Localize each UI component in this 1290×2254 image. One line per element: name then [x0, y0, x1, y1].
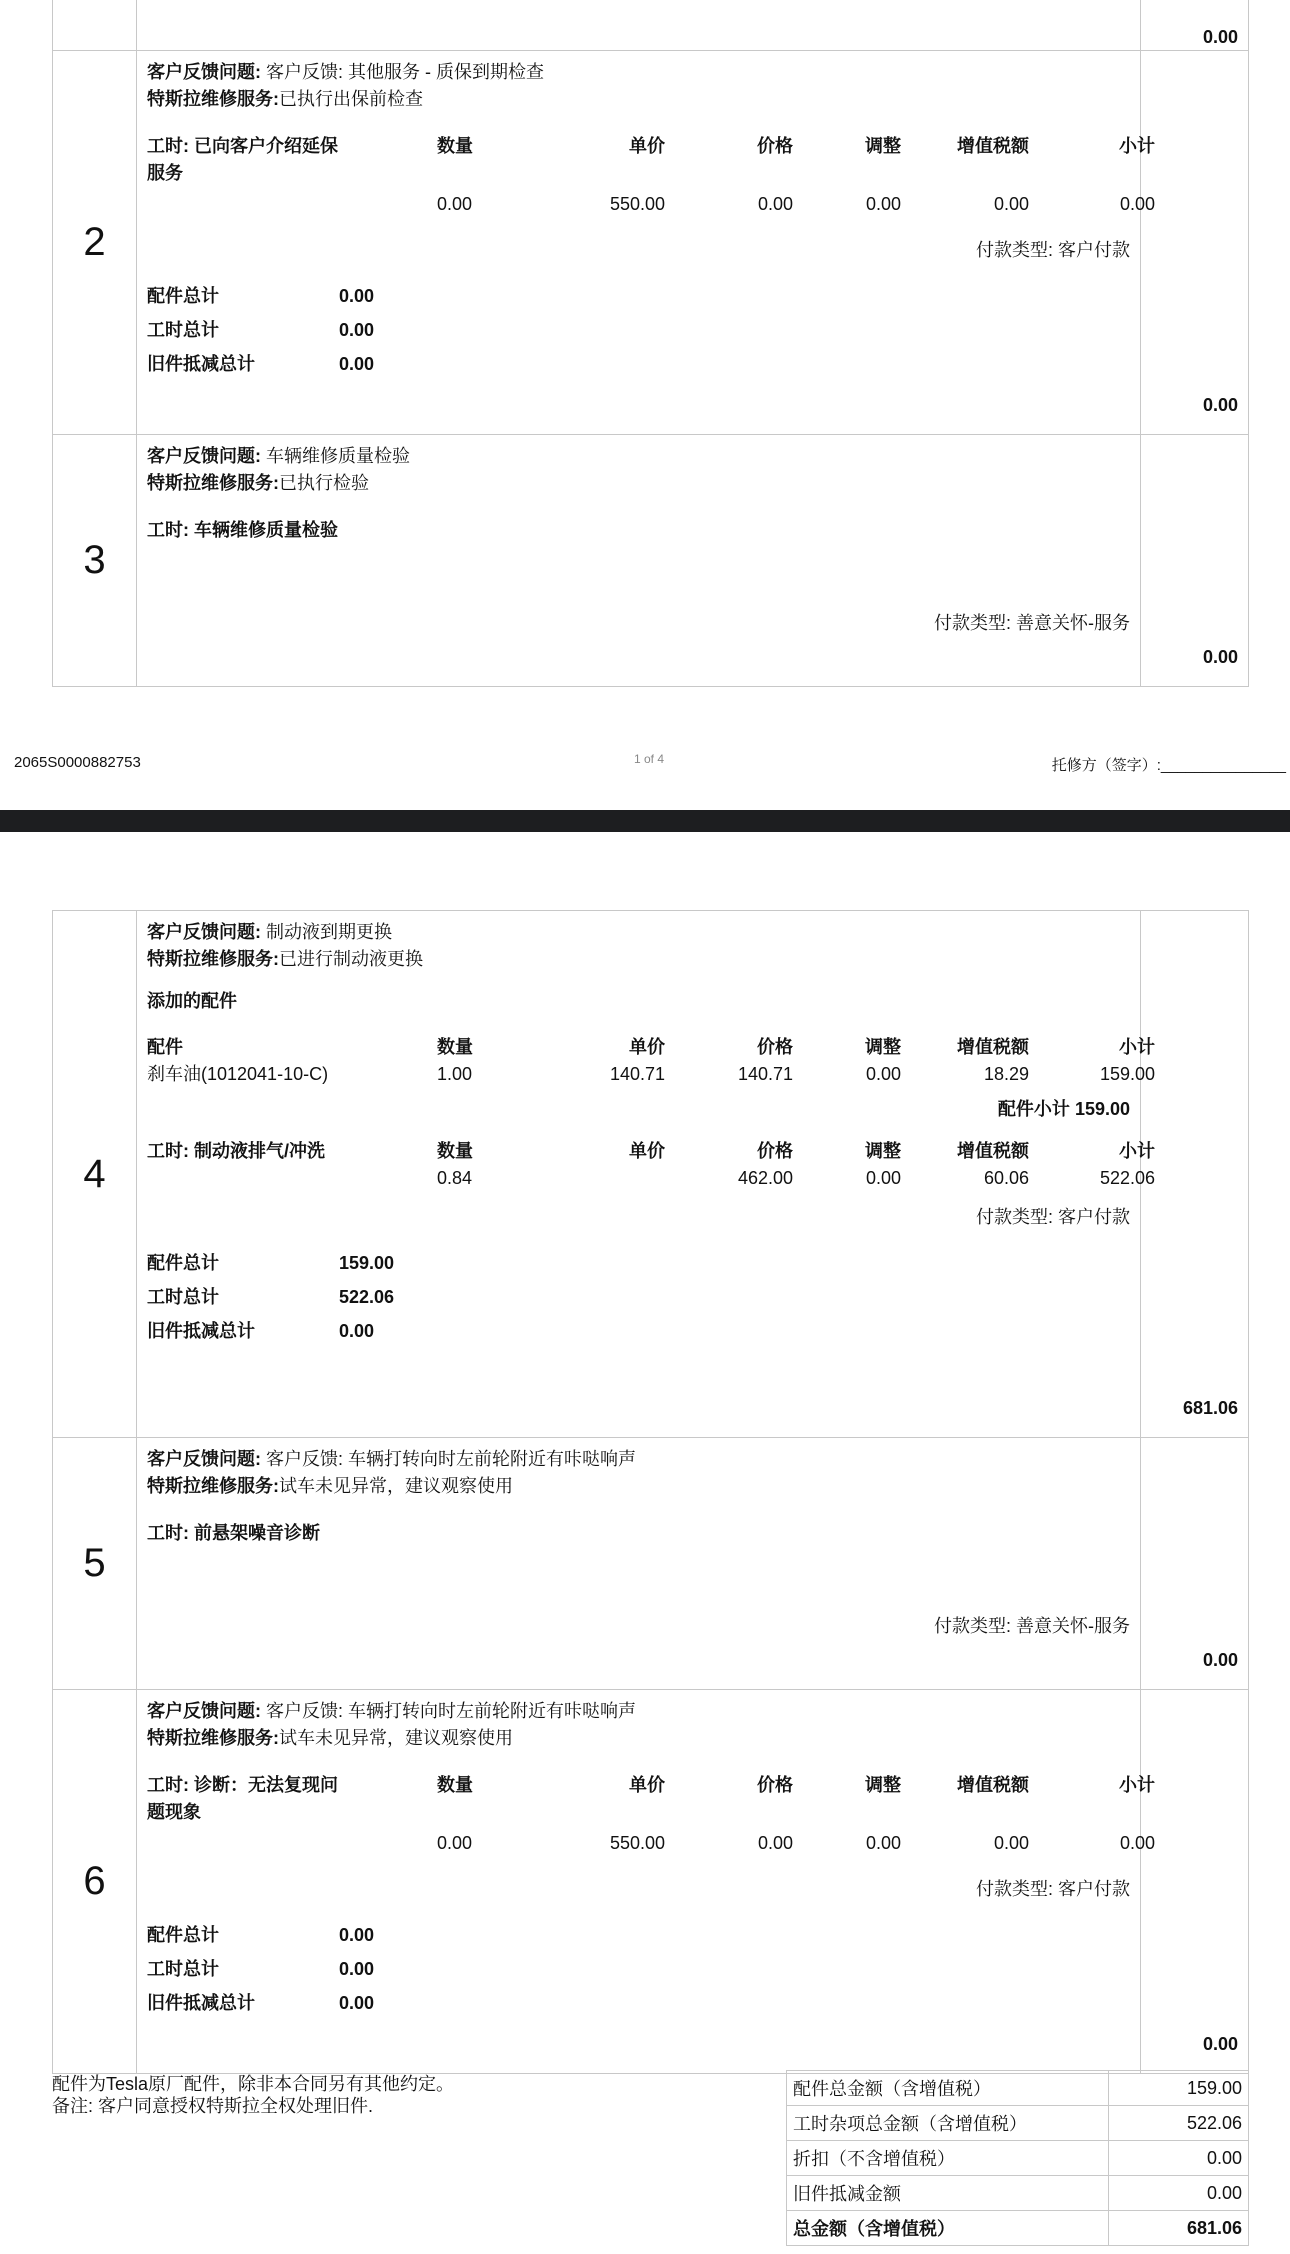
- payment-type: 付款类型: 善意关怀-服务: [933, 613, 1130, 633]
- col-unit-price-header: 单价: [629, 1037, 665, 1057]
- parts-total-label: 配件总计: [147, 1925, 219, 1945]
- labor-adjust: 0.00: [865, 1833, 901, 1853]
- labor-adjust: 0.00: [865, 194, 901, 214]
- feedback-label: 客户反馈问题:: [147, 1449, 261, 1469]
- section-number: 6: [53, 1690, 137, 2074]
- payment-type: 付款类型: 客户付款: [975, 1879, 1130, 1899]
- service-label: 特斯拉维修服务:: [147, 89, 279, 109]
- section-row-2: [53, 51, 1249, 435]
- feedback-label: 客户反馈问题:: [147, 446, 261, 466]
- service-text: 已进行制动液更换: [279, 949, 423, 969]
- part-subtotal: 159.00: [1099, 1064, 1155, 1084]
- section-row-total: 681.06: [1141, 911, 1249, 1438]
- section-row-3: [53, 435, 1249, 687]
- col-subtotal-header: 小计: [1119, 1141, 1155, 1161]
- core-total-value: 0.00: [339, 1321, 375, 1341]
- labor-price: 0.00: [757, 1833, 793, 1853]
- labor-qty: 0.84: [437, 1168, 473, 1188]
- col-price-header: 价格: [757, 136, 793, 156]
- service-label: 特斯拉维修服务:: [147, 949, 279, 969]
- section-row-total: 0.00: [1141, 51, 1249, 435]
- col-adjust-header: 调整: [865, 1141, 901, 1161]
- core-total-label: 旧件抵减总计: [147, 354, 255, 374]
- feedback-line: [147, 59, 1130, 86]
- feedback-text: 客户反馈: 车辆打转向时左前轮附近有咔哒响声: [266, 1449, 637, 1469]
- section-content-cell: [137, 0, 1141, 51]
- service-text: 试车未见异常，建议观察使用: [279, 1476, 513, 1496]
- service-sections-table: [52, 0, 1249, 687]
- section-content: [137, 51, 1155, 435]
- section-row-total: 0.00: [1141, 435, 1249, 687]
- parts-total-value: 0.00: [339, 286, 375, 306]
- parts-total-label: 配件总计: [147, 1253, 219, 1273]
- col-subtotal-header: 小计: [1119, 1775, 1155, 1795]
- labor-total-label: 工时总计: [147, 1287, 219, 1307]
- totals-label: 工时杂项总金额（含增值税）: [787, 2106, 1109, 2141]
- labor-grid: [147, 133, 1155, 221]
- invoice-notes: [52, 2073, 454, 2117]
- labor-price: 462.00: [737, 1168, 793, 1188]
- part-qty: 1.00: [437, 1064, 473, 1084]
- page-number: 1 of 4: [634, 752, 665, 766]
- col-price-header: 价格: [757, 1141, 793, 1161]
- service-text: 试车未见异常，建议观察使用: [279, 1728, 513, 1748]
- feedback-text: 客户反馈: 车辆打转向时左前轮附近有咔哒响声: [266, 1701, 637, 1721]
- core-total-label: 旧件抵减总计: [147, 1993, 255, 2013]
- labor-vat: 60.06: [983, 1168, 1029, 1188]
- section-row-total: 0.00: [1141, 1690, 1249, 2074]
- labor-unit-price: 550.00: [609, 194, 665, 214]
- labor-price: 0.00: [757, 194, 793, 214]
- service-label: 特斯拉维修服务:: [147, 1476, 279, 1496]
- col-vat-header: 增值税额: [957, 136, 1029, 156]
- payment-type: 付款类型: 客户付款: [975, 240, 1130, 260]
- section-summary: [147, 1246, 1130, 1348]
- feedback-label: 客户反馈问题:: [147, 1701, 261, 1721]
- grand-total-label: 总金额（含增值税）: [787, 2211, 1109, 2246]
- section-number: 5: [53, 1438, 137, 1690]
- service-text: 已执行检验: [279, 473, 369, 493]
- customer-signature-line: 托修方（签字）:_______________: [1051, 757, 1286, 774]
- grand-totals-table: [786, 2070, 1249, 2246]
- feedback-label: 客户反馈问题:: [147, 922, 261, 942]
- section-row-total: 0.00: [1141, 1438, 1249, 1690]
- labor-subtotal: 0.00: [1119, 1833, 1155, 1853]
- part-subtotal-line: 配件小计 159.00: [997, 1099, 1130, 1119]
- note-line: 配件为Tesla原厂配件，除非本合同另有其他约定。: [52, 2074, 455, 2094]
- section-summary: [147, 279, 1130, 381]
- section-summary: [147, 1918, 1130, 2020]
- col-subtotal-header: 小计: [1119, 1037, 1155, 1057]
- section-content: [137, 435, 1141, 687]
- feedback-label: 客户反馈问题:: [147, 62, 261, 82]
- col-vat-header: 增值税额: [957, 1775, 1029, 1795]
- labor-grid: [147, 1138, 1155, 1192]
- labor-title: 工时: 前悬架噪音诊断: [147, 1523, 320, 1543]
- col-qty-header: 数量: [437, 136, 473, 156]
- section-row-total: 0.00: [1141, 0, 1249, 51]
- part-price: 140.71: [737, 1064, 793, 1084]
- labor-unit-price: 550.00: [609, 1833, 665, 1853]
- labor-subtotal: 0.00: [1119, 194, 1155, 214]
- part-name: 刹车油(1012041-10-C): [147, 1064, 329, 1084]
- section-row-5: [53, 1438, 1249, 1690]
- payment-type: 付款类型: 善意关怀-服务: [933, 1616, 1130, 1636]
- section-row-1-tail: [53, 0, 1249, 51]
- totals-value: 159.00: [1109, 2071, 1249, 2106]
- feedback-text: 车辆维修质量检验: [266, 446, 411, 466]
- col-part-header: 配件: [147, 1037, 183, 1057]
- col-qty-header: 数量: [437, 1037, 473, 1057]
- totals-value: 0.00: [1109, 2176, 1249, 2211]
- labor-vat: 0.00: [993, 194, 1029, 214]
- labor-qty: 0.00: [437, 194, 473, 214]
- part-unit-price: 140.71: [609, 1064, 665, 1084]
- section-number-cell: [53, 0, 137, 51]
- payment-type: 付款类型: 客户付款: [975, 1207, 1130, 1227]
- totals-label: 旧件抵减金额: [787, 2176, 1109, 2211]
- feedback-text: 制动液到期更换: [266, 922, 393, 942]
- section-content: [137, 1690, 1155, 2074]
- service-label: 特斯拉维修服务:: [147, 1728, 279, 1748]
- parts-total-value: 0.00: [339, 1925, 375, 1945]
- totals-row: [787, 2106, 1249, 2141]
- service-line: [147, 470, 1130, 497]
- totals-value: 522.06: [1109, 2106, 1249, 2141]
- labor-grid: [147, 1772, 1155, 1860]
- col-unit-price-header: 单价: [629, 136, 665, 156]
- totals-label: 配件总金额（含增值税）: [787, 2071, 1109, 2106]
- col-price-header: 价格: [757, 1037, 793, 1057]
- labor-subtotal: 522.06: [1099, 1168, 1155, 1188]
- labor-title: 工时: 已向客户介绍延保 服务: [147, 136, 338, 183]
- labor-total-value: 0.00: [339, 1959, 375, 1979]
- feedback-text: 客户反馈: 其他服务 - 质保到期检查: [266, 62, 545, 82]
- invoice-page-1: [0, 0, 1290, 800]
- totals-label: 折扣（不含增值税）: [787, 2141, 1109, 2176]
- grand-total-value: 681.06: [1109, 2211, 1249, 2246]
- service-line: [147, 946, 1130, 973]
- section-row-4: [53, 911, 1249, 1438]
- labor-vat: 0.00: [993, 1833, 1029, 1853]
- page-footer: [0, 752, 1290, 776]
- service-line: [147, 86, 1130, 113]
- labor-total-value: 522.06: [339, 1287, 395, 1307]
- part-adjust: 0.00: [865, 1064, 901, 1084]
- service-line: [147, 1473, 1130, 1500]
- parts-total-label: 配件总计: [147, 286, 219, 306]
- document-id: 2065S0000882753: [14, 754, 141, 771]
- col-adjust-header: 调整: [865, 1037, 901, 1057]
- core-total-value: 0.00: [339, 1993, 375, 2013]
- col-unit-price-header: 单价: [629, 1141, 665, 1161]
- totals-row: [787, 2176, 1249, 2211]
- col-qty-header: 数量: [437, 1775, 473, 1795]
- note-line: 备注: 客户同意授权特斯拉全权处理旧件.: [52, 2096, 374, 2116]
- parts-grid: [147, 1034, 1155, 1088]
- service-line: [147, 1725, 1130, 1752]
- feedback-line: [147, 919, 1130, 946]
- col-unit-price-header: 单价: [629, 1775, 665, 1795]
- feedback-line: [147, 1446, 1130, 1473]
- feedback-line: [147, 443, 1130, 470]
- totals-row: [787, 2071, 1249, 2106]
- page-separator: [0, 810, 1290, 832]
- col-vat-header: 增值税额: [957, 1037, 1029, 1057]
- section-content: [137, 911, 1155, 1438]
- grand-total-row: [787, 2211, 1249, 2246]
- feedback-line: [147, 1698, 1130, 1725]
- labor-total-label: 工时总计: [147, 320, 219, 340]
- totals-value: 0.00: [1109, 2141, 1249, 2176]
- labor-qty: 0.00: [437, 1833, 473, 1853]
- section-row-6: [53, 1690, 1249, 2074]
- col-price-header: 价格: [757, 1775, 793, 1795]
- col-adjust-header: 调整: [865, 1775, 901, 1795]
- service-sections-table-page-2: [52, 910, 1249, 2074]
- service-label: 特斯拉维修服务:: [147, 473, 279, 493]
- labor-title: 工时: 车辆维修质量检验: [147, 520, 338, 540]
- labor-unit-price: [537, 1165, 665, 1192]
- service-text: 已执行出保前检查: [279, 89, 423, 109]
- col-adjust-header: 调整: [865, 136, 901, 156]
- parts-total-value: 159.00: [339, 1253, 395, 1273]
- section-content: [137, 1438, 1141, 1690]
- labor-adjust: 0.00: [865, 1168, 901, 1188]
- totals-row: [787, 2141, 1249, 2176]
- core-total-label: 旧件抵减总计: [147, 1321, 255, 1341]
- labor-total-label: 工时总计: [147, 1959, 219, 1979]
- section-number: 4: [53, 911, 137, 1438]
- core-total-value: 0.00: [339, 354, 375, 374]
- part-vat: 18.29: [983, 1064, 1029, 1084]
- col-subtotal-header: 小计: [1119, 136, 1155, 156]
- parts-added-heading: 添加的配件: [147, 991, 237, 1011]
- col-vat-header: 增值税额: [957, 1141, 1029, 1161]
- col-qty-header: 数量: [437, 1141, 473, 1161]
- labor-title: 工时: 诊断：无法复现问 题现象: [147, 1775, 338, 1822]
- section-number: 2: [53, 51, 137, 435]
- labor-total-value: 0.00: [339, 320, 375, 340]
- section-number: 3: [53, 435, 137, 687]
- labor-title: 工时: 制动液排气/冲洗: [147, 1141, 325, 1161]
